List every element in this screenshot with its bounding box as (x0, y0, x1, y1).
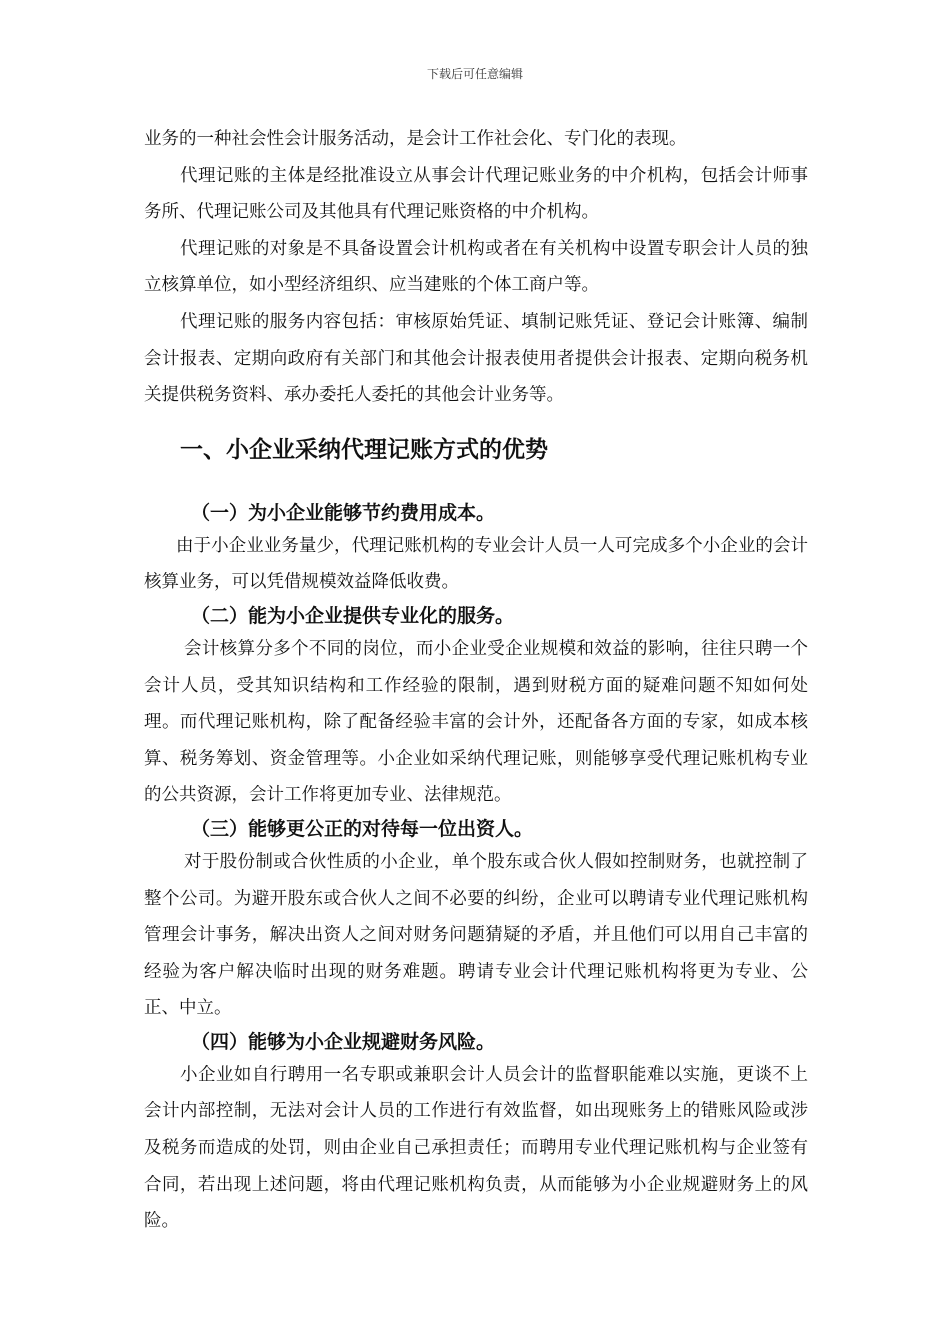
page-header-note: 下载后可任意编辑 (426, 67, 523, 81)
subsection-heading-4: （四）能够为小企业规避财务风险。 (191, 1030, 496, 1053)
subsection-heading-2: （二）能为小企业提供专业化的服务。 (191, 604, 515, 627)
intro-paragraph-services: 代理记账的服务内容包括：审核原始凭证、填制记账凭证、登记会计账簿、编制会计报表、定期向政府有关部门和其他会计报表使用者提供会计报表、定期向税务机关提供税务资料、承办委托人委托的其他会计业务等。 (144, 311, 808, 406)
section-heading: 一、小企业采纳代理记账方式的优势 (180, 436, 548, 463)
document-body (144, 121, 808, 1240)
subsection-body-2: 会计核算分多个不同的岗位，而小企业受企业规模和效益的影响，往往只聘一个会计人员，受其知识结构和工作经验的限制，遇到财税方面的疑难问题不知如何处理。而代理记账机构，除了配备经验丰富的会计外，还配备各方面的专家，如成本核算、税务筹划、资金管理等。小企业如采纳代理记账，则能够享受代理记账机构专业的公共资源，会计工作将更加专业、法律规范。 (144, 638, 808, 806)
subsection-heading-3: （三）能够更公正的对待每一位出资人。 (191, 817, 534, 840)
subsection-body-3: 对于股份制或合伙性质的小企业，单个股东或合伙人假如控制财务，也就控制了整个公司。为避开股东或合伙人之间不必要的纠纷，企业可以聘请专业代理记账机构管理会计事务，解决出资人之间对财务问题猜疑的矛盾，并且他们可以用自己丰富的经验为客户解决临时出现的财务难题。聘请专业会计代理记账机构将更为专业、公正、中立。 (144, 851, 808, 1019)
subsection-body-4: 小企业如自行聘用一名专职或兼职会计人员会计的监督职能难以实施，更谈不上会计内部控制，无法对会计人员的工作进行有效监督，如出现账务上的错账风险或涉及税务而造成的处罚，则由企业自己承担责任；而聘用专业代理记账机构与企业签有合同，若出现上述问题，将由代理记账机构负责，从而能够为小企业规避财务上的风险。 (144, 1064, 808, 1232)
intro-paragraph-continued: 业务的一种社会性会计服务活动，是会计工作社会化、专门化的表现。 (144, 129, 687, 149)
intro-paragraph-subject: 代理记账的主体是经批准设立从事会计代理记账业务的中介机构，包括会计师事务所、代理记账公司及其他具有代理记账资格的中介机构。 (144, 165, 808, 223)
subsection-heading-1: （一）为小企业能够节约费用成本。 (191, 501, 496, 524)
subsection-body-1: 由于小企业业务量少，代理记账机构的专业会计人员一人可完成多个小企业的会计核算业务，可以凭借规模效益降低收费。 (144, 535, 808, 593)
intro-paragraph-object: 代理记账的对象是不具备设置会计机构或者在有关机构中设置专职会计人员的独立核算单位，如小型经济组织、应当建账的个体工商户等。 (144, 238, 808, 296)
